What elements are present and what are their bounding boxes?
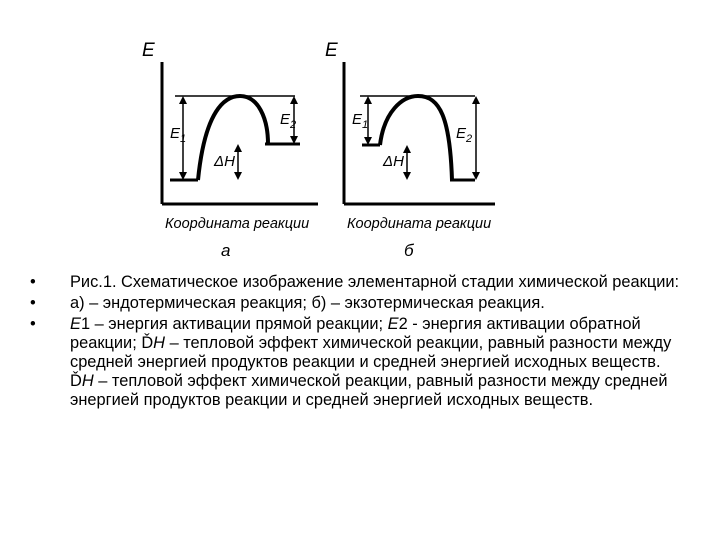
bullet: • — [30, 294, 36, 312]
panel-b-e2-label: $E_2$ — [456, 125, 473, 145]
panel-b-dh-label: ΔH — [383, 153, 404, 170]
caption-item-1-text: Рис.1. Схематическое изображение элементарной стадии химической реакции: — [70, 273, 680, 291]
panel-b-letter: б — [404, 241, 414, 260]
h-symbol-2: H — [81, 372, 94, 390]
delta-symbol: Ď — [141, 334, 154, 352]
e2-symbol: E — [387, 315, 399, 333]
e2-text: 2 - энергия активации обратной реакции; — [70, 315, 641, 352]
delta-symbol-2: Ď — [70, 372, 82, 390]
panel-a-e2-label: $E_2$ — [280, 111, 297, 131]
e1-symbol: E — [70, 315, 81, 333]
caption-item-2 — [30, 294, 685, 313]
caption-item-3 — [30, 315, 685, 410]
panel-b-y-axis-label: E — [325, 40, 338, 61]
panel-b-e1-label: $E_1$ — [352, 111, 369, 131]
caption-item-1 — [30, 273, 685, 292]
panel-a-x-axis-label: Координата реакции — [165, 216, 310, 232]
panel-a-y-axis-label: E — [142, 40, 155, 61]
panel-b — [325, 40, 495, 260]
dh-text-2: – тепловой эффект химической реакции, равный разности между средней энергией продуктов реакции и средней энергией исходных веществ. — [70, 372, 668, 409]
caption-item-3-text — [70, 315, 671, 409]
dh-text: – тепловой эффект химической реакции, равный разности между средней энергией продуктов реакции и средней энергией исходных веществ. — [70, 334, 672, 371]
bullet: • — [30, 273, 36, 291]
panel-a — [142, 40, 318, 260]
caption-item-2-text: а) – эндотермическая реакция; б) – экзотермическая реакция. — [70, 294, 545, 312]
bullet: • — [30, 315, 36, 333]
panel-b-x-axis-label: Координата реакции — [347, 216, 492, 232]
panel-a-letter: а — [221, 241, 231, 260]
panel-a-e1-label: $E_1$ — [170, 125, 187, 145]
caption-list — [30, 273, 685, 412]
panel-a-dh-label: ΔH — [214, 153, 235, 170]
e1-text: 1 – энергия активации прямой реакции; — [80, 315, 388, 333]
h-symbol: H — [153, 334, 166, 352]
